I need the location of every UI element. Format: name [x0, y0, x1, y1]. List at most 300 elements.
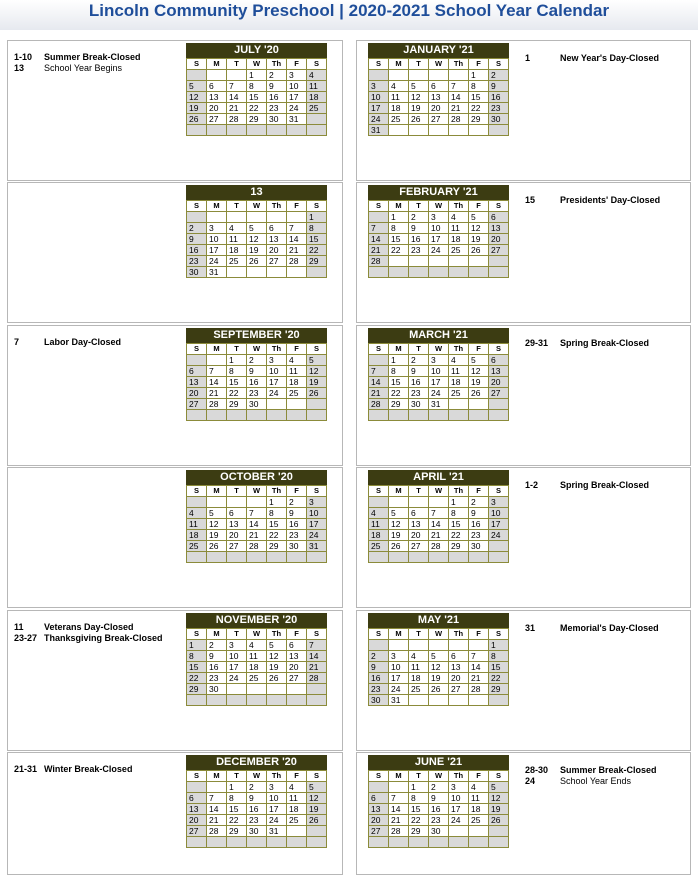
week-row [369, 826, 509, 837]
weekday-label: Th [267, 771, 287, 782]
day-cell: 17 [369, 103, 389, 114]
day-cell: 5 [207, 508, 227, 519]
day-cell: 1 [247, 70, 267, 81]
day-cell: 28 [227, 114, 247, 125]
day-cell: 11 [287, 793, 307, 804]
day-cell [449, 267, 469, 278]
day-cell [187, 695, 207, 706]
day-cell: 4 [287, 782, 307, 793]
day-cell [469, 552, 489, 563]
day-cell: 19 [489, 804, 509, 815]
day-cell: 14 [369, 234, 389, 245]
day-cell: 31 [389, 695, 409, 706]
day-cell: 27 [489, 388, 509, 399]
day-cell: 7 [469, 651, 489, 662]
day-cell [207, 497, 227, 508]
day-cell: 20 [187, 388, 207, 399]
event-list [14, 622, 179, 655]
day-cell: 23 [267, 103, 287, 114]
day-cell [429, 837, 449, 848]
day-cell [449, 837, 469, 848]
day-cell: 8 [187, 651, 207, 662]
day-cell: 27 [187, 826, 207, 837]
weekday-row [369, 486, 509, 497]
day-cell: 6 [267, 223, 287, 234]
day-cell: 4 [287, 355, 307, 366]
event-item [14, 633, 179, 655]
week-row [369, 81, 509, 92]
weekday-label: Th [267, 59, 287, 70]
day-cell [307, 826, 327, 837]
day-cell: 16 [469, 519, 489, 530]
day-cell: 30 [247, 826, 267, 837]
event-date: 1-2 [525, 480, 539, 490]
weekday-label: F [469, 59, 489, 70]
day-cell [227, 497, 247, 508]
event-list [525, 338, 685, 349]
week-row [187, 366, 327, 377]
month-calendar [186, 328, 327, 421]
day-cell [409, 552, 429, 563]
month-calendar [186, 470, 327, 563]
day-cell: 29 [307, 256, 327, 267]
day-cell: 5 [267, 640, 287, 651]
day-cell: 6 [207, 81, 227, 92]
week-row [369, 212, 509, 223]
day-cell: 6 [369, 793, 389, 804]
day-cell: 19 [187, 103, 207, 114]
day-cell: 3 [429, 355, 449, 366]
event-list [14, 337, 179, 348]
day-cell: 28 [287, 256, 307, 267]
month-panel [356, 182, 691, 323]
weekday-label: W [247, 486, 267, 497]
day-cell [409, 410, 429, 421]
week-row [369, 782, 509, 793]
day-cell: 10 [389, 662, 409, 673]
day-cell: 20 [449, 673, 469, 684]
day-cell: 2 [429, 782, 449, 793]
day-cell: 2 [187, 223, 207, 234]
day-cell [469, 826, 489, 837]
month-panel [356, 610, 691, 751]
day-cell: 31 [307, 541, 327, 552]
day-cell: 19 [409, 103, 429, 114]
day-cell: 29 [469, 114, 489, 125]
weekday-label: M [207, 629, 227, 640]
day-cell [369, 70, 389, 81]
day-cell: 20 [489, 234, 509, 245]
day-cell [207, 70, 227, 81]
day-cell: 1 [469, 70, 489, 81]
day-cell: 7 [247, 508, 267, 519]
day-cell: 20 [187, 815, 207, 826]
day-cell: 26 [469, 245, 489, 256]
month-calendar [368, 613, 509, 706]
day-cell: 13 [287, 651, 307, 662]
day-cell [489, 826, 509, 837]
day-cell [187, 782, 207, 793]
day-cell: 26 [489, 815, 509, 826]
day-cell: 13 [187, 804, 207, 815]
day-cell: 13 [449, 662, 469, 673]
day-cell: 9 [187, 234, 207, 245]
day-cell: 9 [489, 81, 509, 92]
day-cell: 3 [307, 497, 327, 508]
weekday-label: F [287, 629, 307, 640]
month-table [186, 770, 327, 848]
weekday-label: S [187, 486, 207, 497]
weekday-row [187, 771, 327, 782]
week-row [369, 497, 509, 508]
day-cell: 11 [287, 366, 307, 377]
day-cell [287, 125, 307, 136]
day-cell: 7 [369, 223, 389, 234]
day-cell: 28 [369, 399, 389, 410]
weekday-row [187, 629, 327, 640]
day-cell: 29 [409, 826, 429, 837]
week-row [369, 651, 509, 662]
day-cell [489, 125, 509, 136]
day-cell [187, 125, 207, 136]
day-cell: 14 [207, 377, 227, 388]
day-cell: 5 [307, 355, 327, 366]
event-date: 24 [525, 776, 536, 786]
day-cell: 12 [429, 662, 449, 673]
weekday-label: F [287, 486, 307, 497]
day-cell: 18 [369, 530, 389, 541]
day-cell: 10 [369, 92, 389, 103]
day-cell: 17 [449, 804, 469, 815]
day-cell: 15 [389, 234, 409, 245]
week-row [369, 114, 509, 125]
day-cell [287, 552, 307, 563]
event-date: 1 [525, 53, 531, 63]
day-cell: 28 [469, 684, 489, 695]
day-cell: 24 [267, 815, 287, 826]
day-cell: 2 [207, 640, 227, 651]
day-cell [267, 837, 287, 848]
day-cell: 26 [307, 815, 327, 826]
day-cell [369, 355, 389, 366]
day-cell: 7 [389, 793, 409, 804]
event-text: Veterans Day-Closed [44, 622, 134, 632]
event-list [525, 765, 685, 787]
day-cell [429, 267, 449, 278]
day-cell [307, 695, 327, 706]
month-title: APRIL '21 [368, 470, 509, 485]
day-cell [247, 212, 267, 223]
day-cell [287, 267, 307, 278]
day-cell: 11 [449, 366, 469, 377]
week-row [187, 541, 327, 552]
day-cell [207, 552, 227, 563]
day-cell: 9 [247, 366, 267, 377]
month-table [186, 343, 327, 421]
day-cell [389, 552, 409, 563]
day-cell [207, 695, 227, 706]
week-row [369, 695, 509, 706]
day-cell: 27 [207, 114, 227, 125]
day-cell: 19 [207, 530, 227, 541]
day-cell: 30 [287, 541, 307, 552]
day-cell: 29 [267, 541, 287, 552]
weekday-label: S [369, 59, 389, 70]
day-cell: 3 [369, 81, 389, 92]
day-cell: 27 [267, 256, 287, 267]
day-cell: 24 [489, 530, 509, 541]
weekday-label: W [247, 344, 267, 355]
week-row [369, 662, 509, 673]
day-cell: 14 [389, 804, 409, 815]
day-cell: 15 [449, 519, 469, 530]
day-cell [287, 684, 307, 695]
day-cell: 27 [409, 541, 429, 552]
day-cell: 18 [469, 804, 489, 815]
weekday-label: M [207, 771, 227, 782]
day-cell: 13 [227, 519, 247, 530]
day-cell: 28 [389, 826, 409, 837]
day-cell: 13 [369, 804, 389, 815]
day-cell [187, 837, 207, 848]
week-row [369, 355, 509, 366]
day-cell: 23 [247, 815, 267, 826]
day-cell: 1 [449, 497, 469, 508]
month-calendar [186, 755, 327, 848]
day-cell [207, 782, 227, 793]
event-list [525, 623, 685, 634]
week-row [187, 81, 327, 92]
day-cell [489, 267, 509, 278]
day-cell [247, 410, 267, 421]
day-cell [369, 837, 389, 848]
event-item [525, 53, 685, 64]
day-cell: 7 [307, 640, 327, 651]
weekday-label: T [227, 344, 247, 355]
day-cell [449, 256, 469, 267]
day-cell: 10 [429, 223, 449, 234]
weekday-label: S [307, 486, 327, 497]
weekday-label: Th [449, 344, 469, 355]
weekday-label: M [207, 59, 227, 70]
day-cell: 10 [287, 81, 307, 92]
weekday-row [187, 486, 327, 497]
week-row [187, 125, 327, 136]
day-cell: 5 [389, 508, 409, 519]
weekday-label: T [409, 201, 429, 212]
weekday-label: T [409, 486, 429, 497]
day-cell: 19 [267, 662, 287, 673]
day-cell: 15 [389, 377, 409, 388]
day-cell: 4 [227, 223, 247, 234]
day-cell: 1 [389, 212, 409, 223]
day-cell: 10 [429, 366, 449, 377]
day-cell: 18 [187, 530, 207, 541]
day-cell: 20 [267, 245, 287, 256]
day-cell [469, 640, 489, 651]
day-cell [409, 267, 429, 278]
day-cell: 2 [489, 70, 509, 81]
event-text: Winter Break-Closed [44, 764, 133, 774]
day-cell: 10 [489, 508, 509, 519]
day-cell [389, 410, 409, 421]
day-cell [469, 256, 489, 267]
day-cell [247, 497, 267, 508]
day-cell: 20 [227, 530, 247, 541]
day-cell: 26 [207, 541, 227, 552]
day-cell: 11 [227, 234, 247, 245]
weekday-label: M [389, 201, 409, 212]
day-cell [287, 837, 307, 848]
day-cell: 21 [287, 245, 307, 256]
weekday-row [187, 201, 327, 212]
month-panel [7, 40, 343, 181]
day-cell [469, 125, 489, 136]
day-cell [267, 552, 287, 563]
day-cell: 18 [409, 673, 429, 684]
day-cell: 6 [449, 651, 469, 662]
day-cell [409, 70, 429, 81]
week-row [369, 125, 509, 136]
day-cell [227, 695, 247, 706]
week-row [187, 673, 327, 684]
weekday-label: S [307, 629, 327, 640]
weekday-label: W [247, 629, 267, 640]
week-row [187, 410, 327, 421]
weekday-label: Th [449, 486, 469, 497]
day-cell: 15 [409, 804, 429, 815]
day-cell [409, 695, 429, 706]
day-cell: 7 [207, 793, 227, 804]
day-cell: 30 [489, 114, 509, 125]
day-cell: 31 [369, 125, 389, 136]
day-cell: 28 [247, 541, 267, 552]
day-cell: 13 [489, 223, 509, 234]
day-cell: 30 [207, 684, 227, 695]
month-calendar [186, 613, 327, 706]
day-cell: 26 [469, 388, 489, 399]
day-cell: 2 [247, 782, 267, 793]
day-cell: 2 [287, 497, 307, 508]
day-cell [227, 212, 247, 223]
month-panel [7, 182, 343, 323]
day-cell: 28 [207, 399, 227, 410]
day-cell: 4 [247, 640, 267, 651]
day-cell: 10 [207, 234, 227, 245]
day-cell: 8 [489, 651, 509, 662]
day-cell: 22 [469, 103, 489, 114]
day-cell: 24 [429, 388, 449, 399]
day-cell [187, 497, 207, 508]
day-cell [307, 267, 327, 278]
day-cell [369, 410, 389, 421]
day-cell [227, 684, 247, 695]
day-cell: 31 [287, 114, 307, 125]
weekday-label: Th [449, 59, 469, 70]
day-cell [287, 826, 307, 837]
day-cell: 12 [187, 92, 207, 103]
day-cell: 16 [247, 377, 267, 388]
day-cell: 3 [267, 782, 287, 793]
day-cell: 8 [307, 223, 327, 234]
day-cell: 29 [227, 399, 247, 410]
day-cell [227, 267, 247, 278]
day-cell: 3 [429, 212, 449, 223]
day-cell [449, 399, 469, 410]
day-cell: 1 [227, 355, 247, 366]
day-cell: 17 [267, 804, 287, 815]
weekday-label: Th [449, 771, 469, 782]
day-cell: 23 [207, 673, 227, 684]
weekday-label: S [489, 486, 509, 497]
day-cell [287, 399, 307, 410]
week-row [369, 234, 509, 245]
day-cell: 22 [247, 103, 267, 114]
month-title: MARCH '21 [368, 328, 509, 343]
day-cell [307, 114, 327, 125]
day-cell [369, 640, 389, 651]
day-cell: 26 [409, 114, 429, 125]
day-cell [429, 70, 449, 81]
day-cell: 28 [207, 826, 227, 837]
day-cell: 1 [389, 355, 409, 366]
day-cell: 10 [449, 793, 469, 804]
day-cell: 5 [307, 782, 327, 793]
day-cell: 27 [449, 684, 469, 695]
day-cell [449, 640, 469, 651]
week-row [187, 256, 327, 267]
day-cell: 11 [469, 793, 489, 804]
weekday-label: T [227, 201, 247, 212]
weekday-label: F [469, 486, 489, 497]
week-row [369, 366, 509, 377]
week-row [187, 508, 327, 519]
day-cell: 21 [429, 530, 449, 541]
weekday-label: W [429, 59, 449, 70]
week-row [369, 410, 509, 421]
event-text: New Year's Day-Closed [560, 53, 660, 63]
day-cell [429, 410, 449, 421]
day-cell [307, 410, 327, 421]
day-cell [389, 640, 409, 651]
day-cell: 27 [369, 826, 389, 837]
week-row [187, 212, 327, 223]
day-cell [207, 837, 227, 848]
weekday-label: S [489, 344, 509, 355]
day-cell: 23 [409, 245, 429, 256]
weekday-label: F [287, 59, 307, 70]
day-cell: 7 [287, 223, 307, 234]
day-cell: 31 [207, 267, 227, 278]
day-cell: 30 [267, 114, 287, 125]
event-date: 28-30 [525, 765, 549, 775]
day-cell: 14 [469, 662, 489, 673]
event-list [525, 480, 685, 491]
day-cell: 9 [469, 508, 489, 519]
event-item [525, 338, 685, 349]
month-table [186, 200, 327, 278]
day-cell [469, 837, 489, 848]
day-cell [449, 410, 469, 421]
day-cell: 27 [429, 114, 449, 125]
day-cell: 16 [489, 92, 509, 103]
day-cell [389, 70, 409, 81]
day-cell: 23 [469, 530, 489, 541]
event-text: Thanksgiving Break-Closed [44, 633, 163, 643]
day-cell: 12 [469, 223, 489, 234]
day-cell: 12 [307, 793, 327, 804]
weekday-row [369, 59, 509, 70]
